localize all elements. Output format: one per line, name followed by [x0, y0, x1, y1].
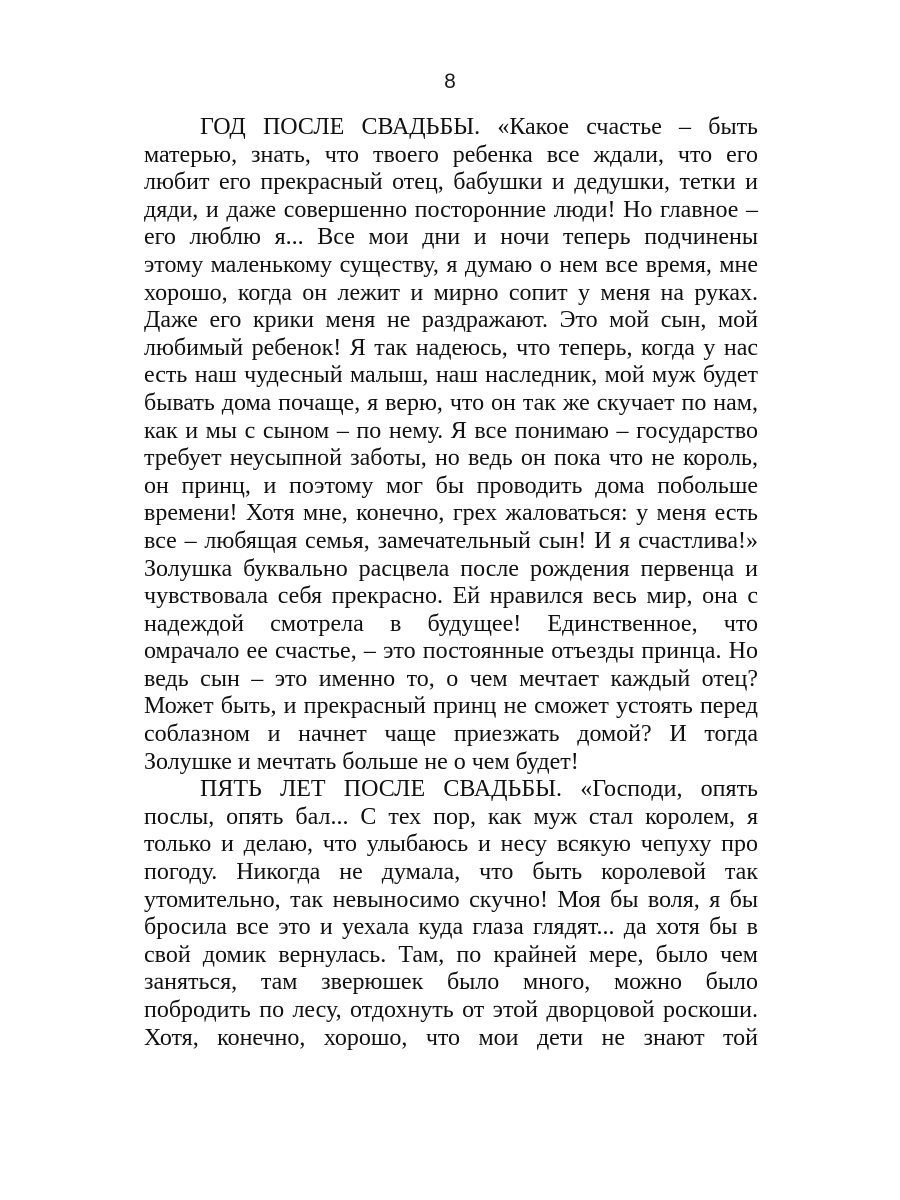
text-line: соблазном и начнет чаще приезжать домой? И тогда — [144, 721, 758, 748]
text-line: все – любящая семья, замечательный сын! И я счастлива!» — [144, 527, 758, 554]
text-line: послы, опять бал... С тех пор, как муж стал королем, я — [144, 803, 758, 830]
text-line: надеждой смотрела в будущее! Единственное, что — [144, 610, 758, 637]
text-line: бывать дома почаще, я верю, что он так же скучает по нам, — [144, 389, 758, 416]
text-line: погоду. Никогда не думала, что быть королевой так — [144, 859, 758, 886]
text-line: омрачало ее счастье, – это постоянные отъезды принца. Но — [144, 638, 758, 665]
text-line: Может быть, и прекрасный принц не сможет устоять перед — [144, 693, 758, 720]
text-line: ведь сын – это именно то, о чем мечтает каждый отец? — [144, 665, 758, 692]
text-line: Золушка буквально расцвела после рождения первенца и — [144, 555, 758, 582]
text-line: Даже его крики меня не раздражают. Это мой сын, мой — [144, 307, 758, 334]
text-line: дяди, и даже совершенно посторонние люди! Но главное – — [144, 196, 758, 223]
text-line: ГОД ПОСЛЕ СВАДЬБЫ. «Какое счастье – быть — [200, 114, 758, 140]
text-line: свой домик вернулась. Там, по крайней мере, было чем — [144, 941, 758, 968]
text-line: побродить по лесу, отдохнуть от этой дворцовой роскоши. — [144, 997, 758, 1023]
text-line: времени! Хотя мне, конечно, грех жаловаться: у меня есть — [144, 500, 758, 527]
text-line: любимый ребенок! Я так надеюсь, что теперь, когда у нас — [144, 334, 758, 361]
text-line: бросила все это и уехала куда глаза глядят... да хотя бы в — [144, 914, 758, 941]
text-line: любит его прекрасный отец, бабушки и дедушки, тетки и — [144, 169, 758, 196]
text-line: чувствовала себя прекрасно. Ей нравился весь мир, она с — [144, 583, 758, 610]
text-line: Хотя, конечно, хорошо, что мои дети не знают той — [144, 1024, 758, 1051]
text-line: требует неусыпной заботы, но ведь он пока что не король, — [144, 445, 758, 472]
text-line: есть наш чудесный малыш, наш наследник, мой муж будет — [144, 362, 758, 389]
text-line: он принц, и поэтому мог бы проводить дома побольше — [144, 472, 758, 499]
text-line: ПЯТЬ ЛЕТ ПОСЛЕ СВАДЬБЫ. «Господи, опять — [200, 776, 758, 803]
text-line: этому маленькому существу, я думаю о нем все время, мне — [144, 251, 758, 278]
text-line: как и мы с сыном – по нему. Я все понимаю – государство — [144, 417, 758, 444]
body-text — [144, 114, 758, 1052]
text-line: утомительно, так невыносимо скучно! Моя бы воля, я бы — [144, 886, 758, 913]
text-line: матерью, знать, что твоего ребенка все ждали, что его — [144, 141, 758, 168]
text-line: хорошо, когда он лежит и мирно сопит у меня на руках. — [144, 279, 758, 306]
text-line: Золушке и мечтать больше не о чем будет! — [144, 748, 579, 775]
text-line: заняться, там зверюшек было много, можно было — [144, 969, 758, 996]
text-line: его люблю я... Все мои дни и ночи теперь подчинены — [144, 224, 758, 251]
text-line: только и делаю, что улыбаюсь и несу всякую чепуху про — [144, 831, 758, 858]
page-number: 8 — [444, 70, 456, 93]
